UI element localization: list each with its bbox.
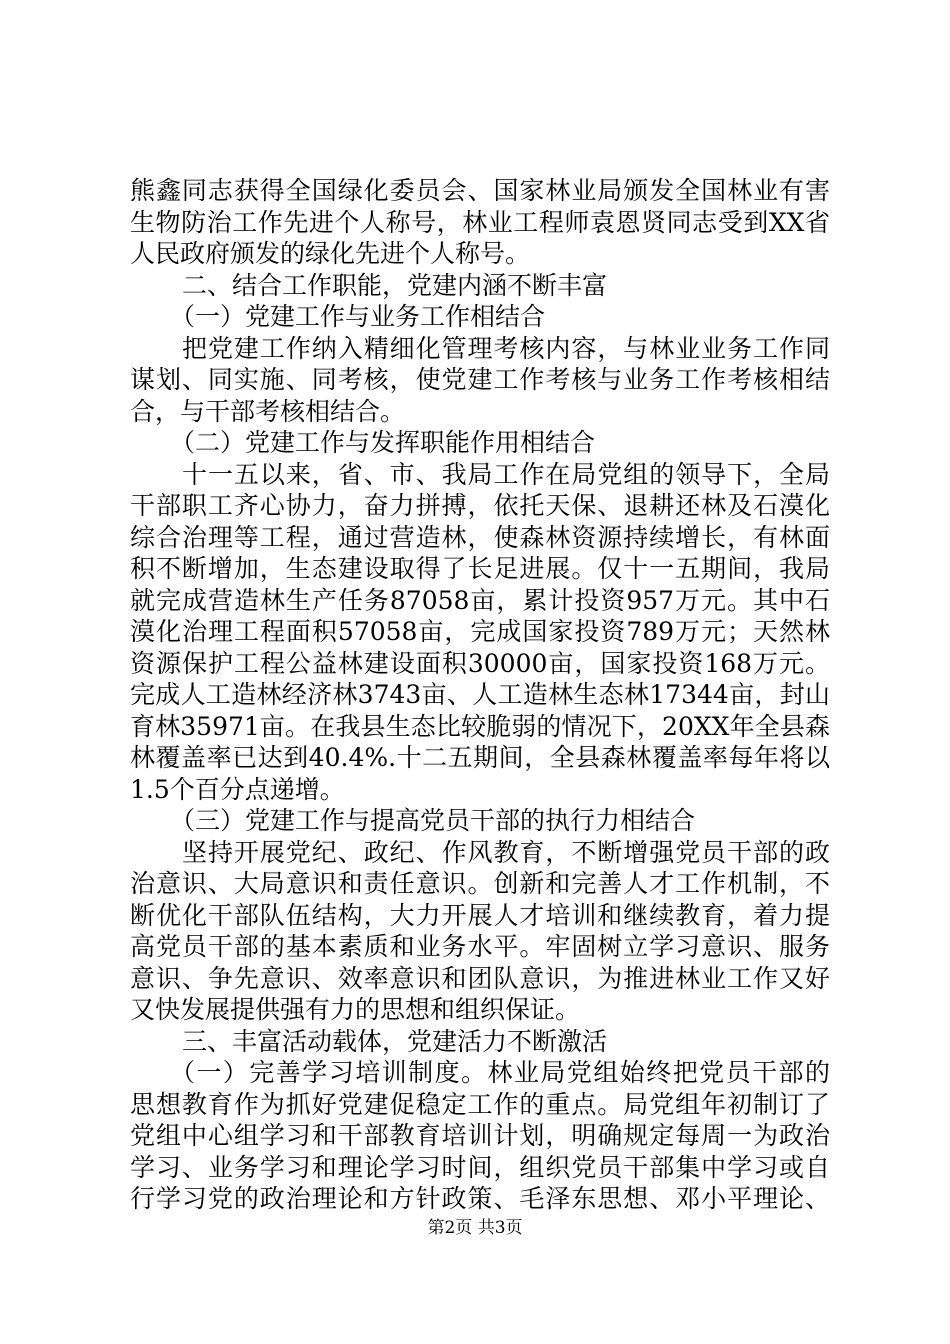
text-line: 把党建工作纳入精细化管理考核内容，与林业业务工作同	[182, 333, 830, 363]
text-line: 又快发展提供强有力的思想和组织保证。	[130, 995, 581, 1024]
text-line: 资源保护工程公益林建设面积30000亩，国家投资168万元。	[130, 648, 830, 678]
text-line: 生物防治工作先进个人称号，林业工程师袁恩贤同志受到XX省	[130, 207, 830, 237]
text-line: 积不断增加，生态建设取得了长足进展。仅十一五期间，我局	[130, 554, 830, 583]
text-line: 二、结合工作职能，党建内涵不断丰富	[182, 270, 608, 300]
text-line: 育林35971亩。在我县生态比较脆弱的情况下，20XX年全县森	[130, 711, 830, 741]
text-line: 综合治理等工程，通过营造林，使森林资源持续增长，有林面	[130, 522, 830, 552]
text-line: （一）党建工作与业务工作相结合	[170, 302, 546, 331]
text-line: 高党员干部的基本素质和业务水平。牢固树立学习意识、服务	[130, 932, 830, 961]
text-line: 熊鑫同志获得全国绿化委员会、国家林业局颁发全国林业有害	[130, 176, 830, 205]
text-line: 行学习党的政治理论和方针政策、毛泽东思想、邓小平理论、	[130, 1184, 830, 1213]
text-line: 学习、业务学习和理论学习时间，组织党员干部集中学习或自	[130, 1152, 830, 1182]
text-line: 断优化干部队伍结构，大力开展人才培训和继续教育，着力提	[130, 900, 830, 930]
text-line: 意识、争先意识、效率意识和团队意识，为推进林业工作又好	[130, 963, 830, 993]
text-line: 谋划、同实施、同考核，使党建工作考核与业务工作考核相结	[130, 365, 830, 394]
text-line: 漠化治理工程面积57058亩，完成国家投资789万元；天然林	[130, 617, 830, 646]
text-line: （三）党建工作与提高党员干部的执行力相结合	[170, 806, 696, 835]
text-line: 1.5个百分点递增。	[130, 774, 345, 804]
page-footer: 第2页 共3页	[427, 1218, 523, 1238]
text-line: 治意识、大局意识和责任意识。创新和完善人才工作机制，不	[130, 869, 830, 898]
document-body	[130, 175, 830, 1215]
text-line: 林覆盖率已达到40.4%.十二五期间，全县森林覆盖率每年将以	[130, 743, 830, 772]
text-line: 就完成营造林生产任务87058亩，累计投资957万元。其中石	[130, 585, 830, 615]
text-line: 十一五以来，省、市、我局工作在局党组的领导下，全局	[182, 459, 830, 489]
text-line: 三、丰富活动载体，党建活力不断激活	[182, 1026, 608, 1056]
text-line: 思想教育作为抓好党建促稳定工作的重点。局党组年初制订了	[130, 1089, 830, 1119]
text-line: 干部职工齐心协力，奋力拼搏，依托天保、退耕还林及石漠化	[130, 491, 830, 520]
text-line: （二）党建工作与发挥职能作用相结合	[170, 428, 596, 457]
text-line: 合，与干部考核相结合。	[130, 396, 406, 426]
text-line: （一）完善学习培训制度。林业局党组始终把党员干部的	[170, 1058, 830, 1087]
text-line: 完成人工造林经济林3743亩、人工造林生态林17344亩，封山	[130, 680, 830, 709]
text-line: 坚持开展党纪、政纪、作风教育，不断增强党员干部的政	[182, 837, 830, 867]
text-line: 党组中心组学习和干部教育培训计划，明确规定每周一为政治	[130, 1121, 830, 1150]
text-line: 人民政府颁发的绿化先进个人称号。	[130, 239, 531, 268]
